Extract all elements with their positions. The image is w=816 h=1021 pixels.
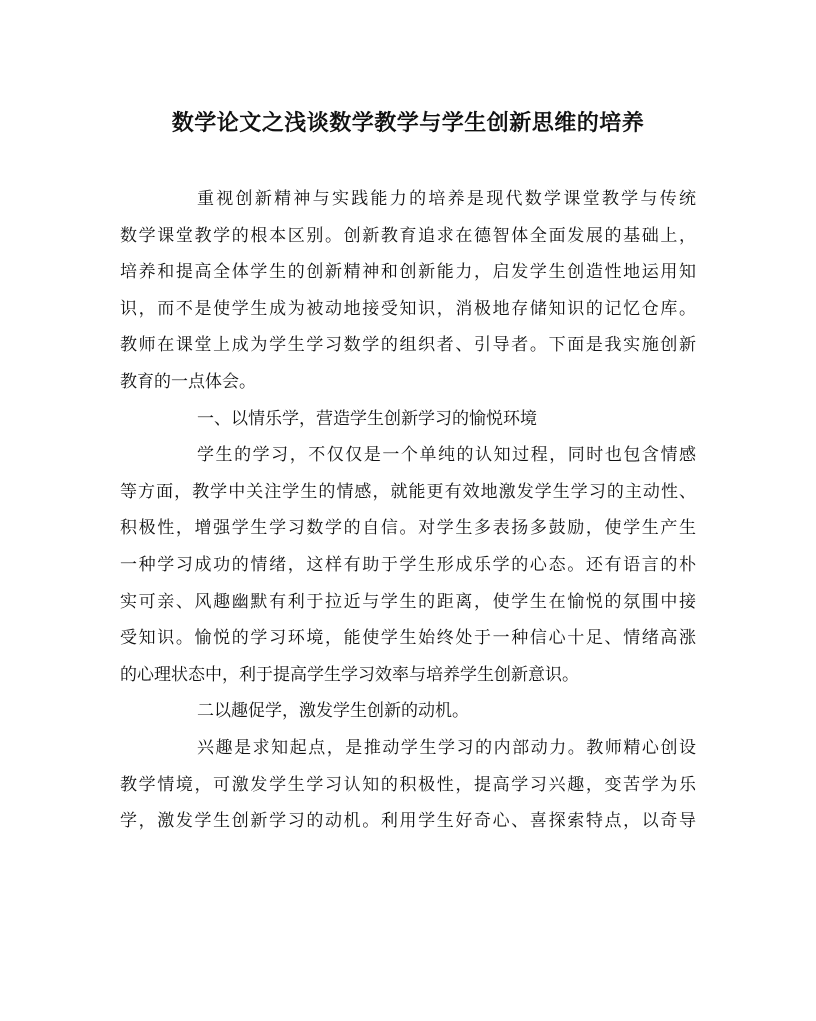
text-line: 教师在课堂上成为学生学习数学的组织者、引导者。下面是我实施创新 [120, 335, 696, 356]
text-line: 二以趣促学，激发学生创新的动机。 [197, 701, 469, 722]
text-line: 识，而不是使学生成为被动地接受知识，消极地存储知识的记忆仓库。 [120, 298, 696, 319]
text-line: 积极性，增强学生学习数学的自信。对学生多表扬多鼓励，使学生产生 [120, 518, 696, 539]
text-line: 等方面，教学中关注学生的情感，就能更有效地激发学生学习的主动性、 [120, 481, 696, 502]
text-line: 一种学习成功的情绪，这样有助于学生形成乐学的心态。还有语言的朴 [120, 554, 696, 575]
text-line: 学生的学习，不仅仅是一个单纯的认知过程，同时也包含情感 [197, 445, 696, 466]
text-line: 学，激发学生创新学习的动机。利用学生好奇心、喜探索特点，以奇导 [120, 811, 696, 832]
page-title: 数学论文之浅谈数学教学与学生创新思维的培养 [171, 110, 645, 136]
text-line: 培养和提高全体学生的创新精神和创新能力，启发学生创造性地运用知 [120, 262, 696, 283]
text-line: 的心理状态中，利于提高学生学习效率与培养学生创新意识。 [120, 664, 579, 685]
text-line: 教学情境，可激发学生学习认知的积极性，提高学习兴趣，变苦学为乐 [120, 774, 696, 795]
text-line: 实可亲、风趣幽默有利于拉近与学生的距离，使学生在愉悦的氛围中接 [120, 591, 696, 612]
text-line: 重视创新精神与实践能力的培养是现代数学课堂教学与传统 [197, 189, 696, 209]
text-line: 一、以情乐学，营造学生创新学习的愉悦环境 [197, 408, 537, 429]
text-line: 受知识。愉悦的学习环境，能使学生始终处于一种信心十足、情绪高涨 [120, 628, 696, 649]
text-line: 兴趣是求知起点，是推动学生学习的内部动力。教师精心创设 [197, 737, 696, 758]
text-line: 教育的一点体会。 [120, 371, 256, 392]
body-text [120, 181, 696, 840]
text-line: 数学课堂教学的根本区别。创新教育追求在德智体全面发展的基础上， [120, 225, 696, 246]
